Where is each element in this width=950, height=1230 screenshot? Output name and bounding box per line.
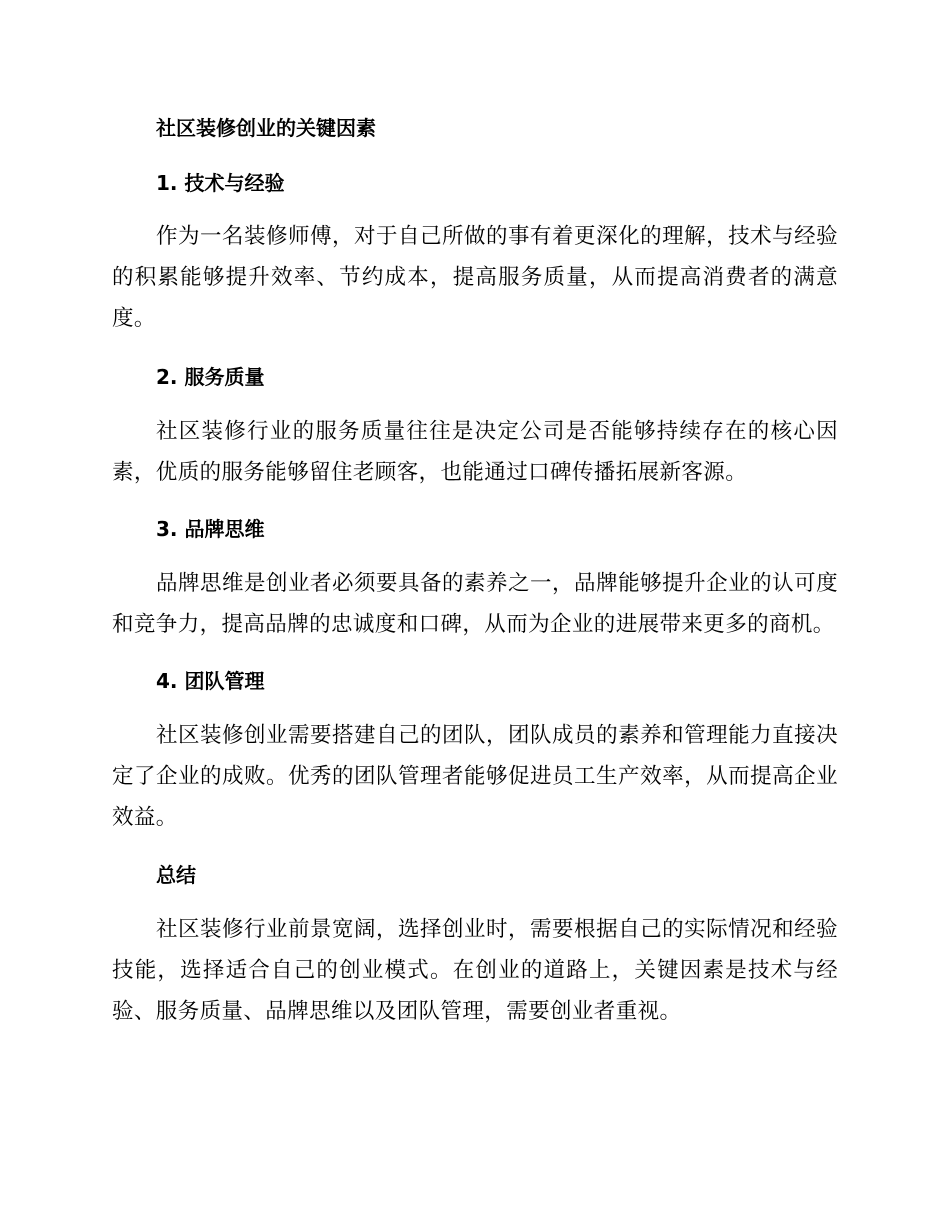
section-paragraph-brand: 品牌思维是创业者必须要具备的素养之一，品牌能够提升企业的认可度和竞争力，提高品牌的忠诚度和口碑，从而为企业的进展带来更多的商机。	[112, 571, 838, 637]
section-heading-summary: 总结	[156, 863, 196, 887]
section-heading-team: 4. 团队管理	[156, 669, 265, 693]
section-paragraph-summary: 社区装修行业前景宽阔，选择创业时，需要根据自己的实际情况和经验技能，选择适合自己的创业模式。在创业的道路上，关键因素是技术与经验、服务质量、品牌思维以及团队管理，需要创业者重视。	[112, 917, 838, 1024]
section-heading-service: 2. 服务质量	[156, 365, 265, 389]
section-paragraph-service: 社区装修行业的服务质量往往是决定公司是否能够持续存在的核心因素，优质的服务能够留住老顾客，也能通过口碑传播拓展新客源。	[112, 419, 838, 485]
section-paragraph-team: 社区装修创业需要搭建自己的团队，团队成员的素养和管理能力直接决定了企业的成败。优秀的团队管理者能够促进员工生产效率，从而提高企业效益。	[112, 723, 838, 830]
section-heading-brand: 3. 品牌思维	[156, 517, 265, 541]
document-title: 社区装修创业的关键因素	[156, 116, 376, 140]
section-heading-technique: 1. 技术与经验	[156, 171, 285, 195]
section-paragraph-technique: 作为一名装修师傅，对于自己所做的事有着更深化的理解，技术与经验的积累能够提升效率、节约成本，提高服务质量，从而提高消费者的满意度。	[112, 224, 838, 331]
